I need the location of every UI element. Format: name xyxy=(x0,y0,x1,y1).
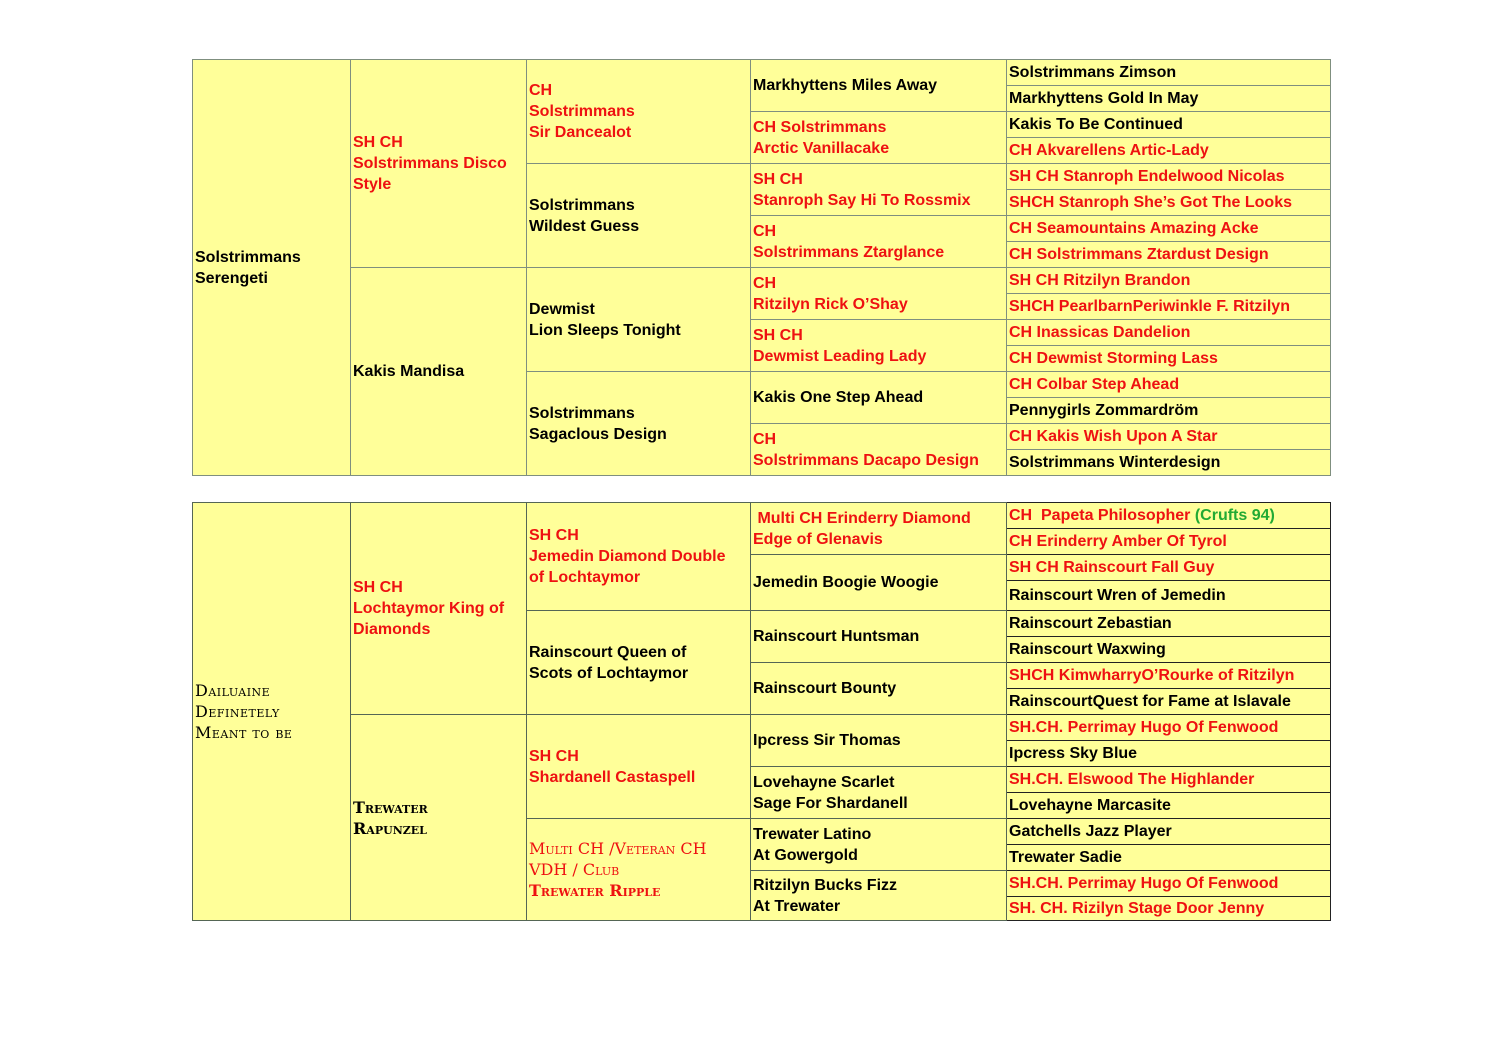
gp-name: Kakis One Step Ahead xyxy=(753,389,924,406)
ggp-cell: Markhyttens Gold In May xyxy=(1007,86,1331,112)
sire-cell xyxy=(351,60,527,268)
ggp-cell: SH. CH. Rizilyn Stage Door Jenny xyxy=(1007,897,1331,921)
pedigree-table-1 xyxy=(192,59,1331,476)
gp-name: At Gowergold xyxy=(753,846,858,864)
sire-name: Style xyxy=(353,176,392,193)
ggp-cell: Pennygirls Zommardröm xyxy=(1007,398,1331,424)
sire-dam-name: Solstrimmans xyxy=(529,196,635,214)
sire-cell xyxy=(351,503,527,715)
dam-dam-title: Multi CH /Veteran CH xyxy=(529,839,707,858)
ggp-cell: Ipcress Sky Blue xyxy=(1007,741,1331,767)
gp-cell xyxy=(751,164,1007,216)
ggp-cell: SH.CH. Elswood The Highlander xyxy=(1007,767,1331,793)
sire-sire-cell xyxy=(527,60,751,164)
gp-cell xyxy=(751,216,1007,268)
dam-sire-name: Shardanell Castaspell xyxy=(529,768,696,786)
gp-cell xyxy=(751,372,1007,424)
dam-name: Rapunzel xyxy=(353,818,427,838)
gp-name: Ipcress Sir Thomas xyxy=(753,732,901,749)
gp-cell xyxy=(751,112,1007,164)
ggp-cell: Rainscourt Zebastian xyxy=(1007,611,1331,637)
sire-dam-cell xyxy=(527,611,751,715)
gp-cell xyxy=(751,715,1007,767)
gp-title: SH CH xyxy=(753,326,803,344)
gp-title: CH xyxy=(753,274,777,292)
gp-name: Multi CH Erinderry Diamond xyxy=(753,509,971,527)
sire-sire-name: Solstrimmans xyxy=(529,103,635,120)
dam-dam-name: Sagaclous Design xyxy=(529,425,667,443)
ggp-cell: CH Seamountains Amazing Acke xyxy=(1007,216,1331,242)
ggp-cell: SHCH PearlbarnPeriwinkle F. Ritzilyn xyxy=(1007,294,1331,320)
gp-name: Solstrimmans Ztarglance xyxy=(753,243,945,261)
gp-cell xyxy=(751,663,1007,715)
gp-name: At Trewater xyxy=(753,897,841,915)
gp-cell xyxy=(751,424,1007,476)
ggp-cell: Kakis To Be Continued xyxy=(1007,112,1331,138)
gp-title: CH xyxy=(753,222,777,240)
dam-name: Kakis Mandisa xyxy=(353,363,465,380)
sire-sire-title: CH xyxy=(529,82,553,99)
ggp-cell: Lovehayne Marcasite xyxy=(1007,793,1331,819)
sire-sire-name: Jemedin Diamond Double xyxy=(529,548,726,565)
dog-name: Serengeti xyxy=(195,269,268,287)
ggp-cell: Solstrimmans Winterdesign xyxy=(1007,450,1331,476)
gp-name: Arctic Vanillacake xyxy=(753,139,890,157)
pedigree-table-2 xyxy=(192,502,1331,921)
ggp-cell: CH Inassicas Dandelion xyxy=(1007,320,1331,346)
dog-name: Meant to be xyxy=(195,723,293,742)
ggp-cell: CH Dewmist Storming Lass xyxy=(1007,346,1331,372)
dam-dam-title: VDH / Club xyxy=(529,860,620,879)
gp-name: CH Solstrimmans xyxy=(753,118,887,136)
ggp-cell: Gatchells Jazz Player xyxy=(1007,819,1331,845)
ggp-cell: RainscourtQuest for Fame at Islavale xyxy=(1007,689,1331,715)
ggp-cell: SHCH Stanroph She’s Got The Looks xyxy=(1007,190,1331,216)
dam-name: Trewater xyxy=(353,797,428,817)
dog-name: Solstrimmans xyxy=(195,248,301,266)
gp-name: Solstrimmans Dacapo Design xyxy=(753,451,979,469)
dam-sire-name: Dewmist xyxy=(529,300,595,318)
ggp-cell: CH Akvarellens Artic-Lady xyxy=(1007,138,1331,164)
ggp-cell: Rainscourt Wren of Jemedin xyxy=(1007,581,1331,611)
ggp-cell: Solstrimmans Zimson xyxy=(1007,60,1331,86)
gp-name: Rainscourt Bounty xyxy=(753,680,897,697)
dam-sire-cell xyxy=(527,268,751,372)
ggp-cell: Rainscourt Waxwing xyxy=(1007,637,1331,663)
gp-name: Edge of Glenavis xyxy=(753,530,883,548)
gp-cell xyxy=(751,555,1007,611)
crufts-note: (Crufts 94) xyxy=(1194,507,1275,524)
gp-cell xyxy=(751,871,1007,921)
gp-title: SH CH xyxy=(753,170,803,188)
gp-cell xyxy=(751,60,1007,112)
gp-name: Rainscourt Huntsman xyxy=(753,628,920,645)
dog-cell xyxy=(193,503,351,921)
sire-sire-name: of Lochtaymor xyxy=(529,569,641,586)
dog-name: Dailuaine xyxy=(195,681,271,700)
dog-cell xyxy=(193,60,351,476)
sire-dam-name: Rainscourt Queen of xyxy=(529,643,687,661)
ggp-cell: CH Colbar Step Ahead xyxy=(1007,372,1331,398)
ggp-cell: CH Erinderry Amber Of Tyrol xyxy=(1007,529,1331,555)
sire-name: Lochtaymor King of xyxy=(353,600,505,617)
sire-name: Diamonds xyxy=(353,621,431,638)
gp-title: CH xyxy=(753,430,777,448)
ggp-cell: SH.CH. Perrimay Hugo Of Fenwood xyxy=(1007,715,1331,741)
gp-name: Sage For Shardanell xyxy=(753,794,908,812)
sire-name: Solstrimmans Disco xyxy=(353,155,507,172)
dam-dam-name: Solstrimmans xyxy=(529,404,635,422)
gp-name: Dewmist Leading Lady xyxy=(753,347,927,365)
sire-dam-name: Scots of Lochtaymor xyxy=(529,664,689,682)
dam-sire-name: Lion Sleeps Tonight xyxy=(529,321,681,339)
dam-dam-cell xyxy=(527,372,751,476)
gp-name: Markhyttens Miles Away xyxy=(753,77,938,94)
gp-cell xyxy=(751,268,1007,320)
ggp-cell: Trewater Sadie xyxy=(1007,845,1331,871)
ggp-name: CH Papeta Philosopher xyxy=(1009,507,1191,524)
gp-name: Jemedin Boogie Woogie xyxy=(753,574,939,591)
dam-sire-cell xyxy=(527,715,751,819)
gp-name: Ritzilyn Rick O’Shay xyxy=(753,295,908,313)
ggp-cell: SHCH KimwharryO’Rourke of Ritzilyn xyxy=(1007,663,1331,689)
gp-name: Ritzilyn Bucks Fizz xyxy=(753,876,898,894)
gp-name: Trewater Latino xyxy=(753,825,872,843)
sire-sire-cell xyxy=(527,503,751,611)
dam-cell xyxy=(351,268,527,476)
gp-cell xyxy=(751,503,1007,555)
sire-title: SH CH xyxy=(353,579,403,596)
dam-sire-title: SH CH xyxy=(529,747,579,765)
sire-sire-title: SH CH xyxy=(529,527,579,544)
gp-name: Lovehayne Scarlet xyxy=(753,773,895,791)
ggp-cell: SH CH Rainscourt Fall Guy xyxy=(1007,555,1331,581)
ggp-cell: CH Kakis Wish Upon A Star xyxy=(1007,424,1331,450)
gp-cell xyxy=(751,819,1007,871)
ggp-cell: SH CH Ritzilyn Brandon xyxy=(1007,268,1331,294)
sire-title: SH CH xyxy=(353,134,403,151)
dam-cell xyxy=(351,715,527,921)
ggp-cell: SH.CH. Perrimay Hugo Of Fenwood xyxy=(1007,871,1331,897)
ggp-cell xyxy=(1007,503,1331,529)
sire-dam-name: Wildest Guess xyxy=(529,217,640,235)
sire-sire-name: Sir Dancealot xyxy=(529,124,632,141)
ggp-cell: SH CH Stanroph Endelwood Nicolas xyxy=(1007,164,1331,190)
gp-cell xyxy=(751,767,1007,819)
gp-name: Stanroph Say Hi To Rossmix xyxy=(753,191,971,209)
dam-dam-cell xyxy=(527,819,751,921)
gp-cell xyxy=(751,611,1007,663)
dam-dam-name: Trewater Ripple xyxy=(529,881,661,900)
dog-name: Definetely xyxy=(195,702,280,721)
sire-dam-cell xyxy=(527,164,751,268)
gp-cell xyxy=(751,320,1007,372)
ggp-cell: CH Solstrimmans Ztardust Design xyxy=(1007,242,1331,268)
